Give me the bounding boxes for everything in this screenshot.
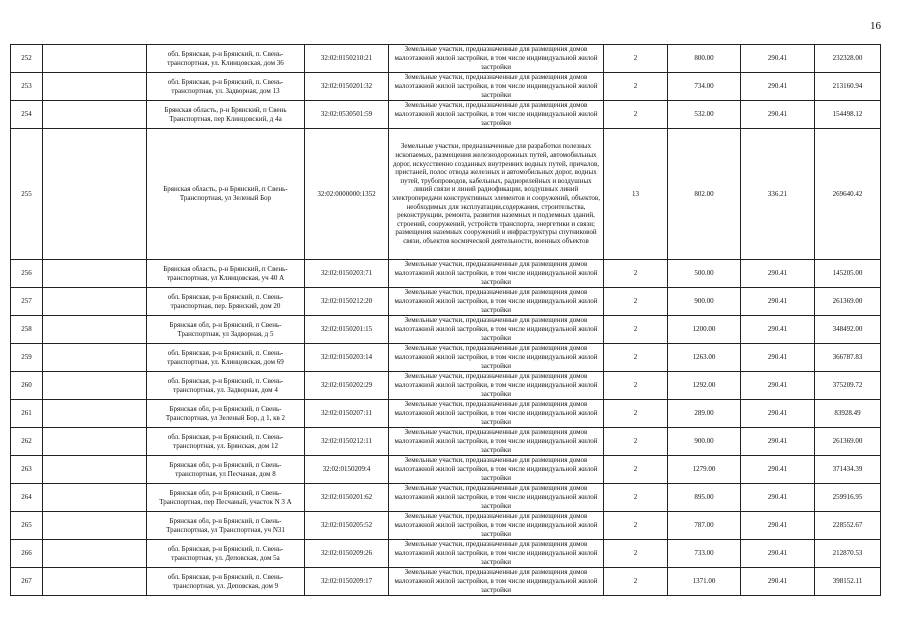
cadastral-value-cell: 261369.00	[815, 288, 881, 316]
use-group-code-cell: 2	[604, 73, 668, 101]
area-cell: 500.00	[668, 260, 741, 288]
area-cell: 733.00	[668, 540, 741, 568]
area-cell: 289.00	[668, 400, 741, 428]
table-row	[11, 428, 881, 456]
table-row	[11, 101, 881, 129]
blank-cell	[43, 568, 147, 596]
cadastral-value-cell: 398152.11	[815, 568, 881, 596]
blank-cell	[43, 456, 147, 484]
table-body	[11, 45, 881, 596]
specific-value-cell: 290.41	[741, 260, 815, 288]
area-cell: 1279.00	[668, 456, 741, 484]
cadastral-value-cell: 371434.39	[815, 456, 881, 484]
cadastral-value-cell: 232328.00	[815, 45, 881, 73]
table-row	[11, 456, 881, 484]
row-number-cell: 255	[11, 129, 43, 260]
use-group-code-cell: 2	[604, 101, 668, 129]
blank-cell	[43, 45, 147, 73]
row-number-cell: 261	[11, 400, 43, 428]
blank-cell	[43, 101, 147, 129]
cadastral-value-cell: 261369.00	[815, 428, 881, 456]
specific-value-cell: 290.41	[741, 316, 815, 344]
land-use-cell: Земельные участки, предназначенные для размещения домов малоэтажной жилой застройки, в том числе индивидуальной жилой застройки	[389, 316, 604, 344]
row-number-cell: 258	[11, 316, 43, 344]
row-number-cell: 254	[11, 101, 43, 129]
area-cell: 1263.00	[668, 344, 741, 372]
blank-cell	[43, 73, 147, 101]
row-number-cell: 265	[11, 512, 43, 540]
cadastral-number-cell: 32:02:0150201:62	[305, 484, 389, 512]
use-group-code-cell: 2	[604, 344, 668, 372]
use-group-code-cell: 2	[604, 428, 668, 456]
row-number-cell: 256	[11, 260, 43, 288]
address-cell: обл. Брянская, р-н Брянский, п. Свень-транспортная, ул. Брянская, дом 12	[147, 428, 305, 456]
use-group-code-cell: 2	[604, 456, 668, 484]
specific-value-cell: 290.41	[741, 484, 815, 512]
land-use-cell: Земельные участки, предназначенные для размещения домов малоэтажной жилой застройки, в том числе индивидуальной жилой застройки	[389, 484, 604, 512]
blank-cell	[43, 344, 147, 372]
specific-value-cell: 290.41	[741, 400, 815, 428]
area-cell: 802.00	[668, 129, 741, 260]
specific-value-cell: 290.41	[741, 45, 815, 73]
cadastral-number-cell: 32:02:0000000:1352	[305, 129, 389, 260]
cadastral-number-cell: 32:02:0150212:11	[305, 428, 389, 456]
land-use-cell: Земельные участки, предназначенные для размещения домов малоэтажной жилой застройки, в том числе индивидуальной жилой застройки	[389, 344, 604, 372]
land-use-cell: Земельные участки, предназначенные для размещения домов малоэтажной жилой застройки, в том числе индивидуальной жилой застройки	[389, 400, 604, 428]
land-use-cell: Земельные участки, предназначенные для размещения домов малоэтажной жилой застройки, в том числе индивидуальной жилой застройки	[389, 45, 604, 73]
cadastral-value-cell: 375209.72	[815, 372, 881, 400]
table-row	[11, 540, 881, 568]
address-cell: Брянская обл, р-н Брянский, п Свень-Транспортная, ул Транспортная, уч N31	[147, 512, 305, 540]
blank-cell	[43, 540, 147, 568]
row-number-cell: 267	[11, 568, 43, 596]
use-group-code-cell: 2	[604, 512, 668, 540]
use-group-code-cell: 13	[604, 129, 668, 260]
blank-cell	[43, 484, 147, 512]
land-use-cell: Земельные участки, предназначенные для размещения домов малоэтажной жилой застройки, в том числе индивидуальной жилой застройки	[389, 288, 604, 316]
cadastral-value-cell: 259916.95	[815, 484, 881, 512]
address-cell: Брянская область, р-н Брянский, п Свень Транспортная, пер Клинцовский, д 4а	[147, 101, 305, 129]
cadastral-number-cell: 32:02:0150205:52	[305, 512, 389, 540]
area-cell: 900.00	[668, 428, 741, 456]
use-group-code-cell: 2	[604, 372, 668, 400]
cadastral-value-cell: 213160.94	[815, 73, 881, 101]
row-number-cell: 262	[11, 428, 43, 456]
blank-cell	[43, 512, 147, 540]
address-cell: обл. Брянская, р-н Брянский, п. Свень-транспортная, ул. Клинцовская, дом 69	[147, 344, 305, 372]
cadastral-value-cell: 212870.53	[815, 540, 881, 568]
blank-cell	[43, 400, 147, 428]
cadastral-value-cell: 228552.67	[815, 512, 881, 540]
cadastral-value-cell: 145205.00	[815, 260, 881, 288]
address-cell: обл. Брянская, р-н Брянский, п. Свень-транспортная, ул. Задворная, дом 4	[147, 372, 305, 400]
use-group-code-cell: 2	[604, 540, 668, 568]
table-row	[11, 372, 881, 400]
land-use-cell: Земельные участки, предназначенные для размещения домов малоэтажной жилой застройки, в том числе индивидуальной жилой застройки	[389, 512, 604, 540]
table-row	[11, 344, 881, 372]
specific-value-cell: 290.41	[741, 428, 815, 456]
specific-value-cell: 290.41	[741, 344, 815, 372]
address-cell: Брянская обл, р-н Брянский, п Свень-Транспортная, ул Задворная, д 5	[147, 316, 305, 344]
address-cell: обл. Брянская, р-н Брянский, п. Свень-транспортная, ул. Клинцовская, дом 36	[147, 45, 305, 73]
cadastral-value-cell: 83928.49	[815, 400, 881, 428]
specific-value-cell: 290.41	[741, 372, 815, 400]
address-cell: обл. Брянская, р-н Брянский, п. Свень-транспортная, ул. Деповская, дом 5а	[147, 540, 305, 568]
area-cell: 532.00	[668, 101, 741, 129]
table-row	[11, 512, 881, 540]
cadastral-value-cell: 154498.12	[815, 101, 881, 129]
use-group-code-cell: 2	[604, 400, 668, 428]
cadastral-number-cell: 32:02:0530501:59	[305, 101, 389, 129]
land-use-cell: Земельные участки, предназначенные для размещения домов малоэтажной жилой застройки, в том числе индивидуальной жилой застройки	[389, 372, 604, 400]
cadastral-number-cell: 32:02:0150203:14	[305, 344, 389, 372]
cadastral-number-cell: 32:02:0150210:21	[305, 45, 389, 73]
address-cell: Брянская область, р-н Брянский, п Свень-транспортная, ул Клинцовская, уч 40 А	[147, 260, 305, 288]
row-number-cell: 252	[11, 45, 43, 73]
row-number-cell: 266	[11, 540, 43, 568]
table-row	[11, 400, 881, 428]
use-group-code-cell: 2	[604, 260, 668, 288]
area-cell: 895.00	[668, 484, 741, 512]
land-use-cell: Земельные участки, предназначенные для размещения домов малоэтажной жилой застройки, в том числе индивидуальной жилой застройки	[389, 260, 604, 288]
cadastral-number-cell: 32:02:0150202:29	[305, 372, 389, 400]
row-number-cell: 253	[11, 73, 43, 101]
cadastral-number-cell: 32:02:0150207:11	[305, 400, 389, 428]
cadastral-value-cell: 366787.83	[815, 344, 881, 372]
area-cell: 800.00	[668, 45, 741, 73]
area-cell: 1292.00	[668, 372, 741, 400]
area-cell: 787.00	[668, 512, 741, 540]
specific-value-cell: 336.21	[741, 129, 815, 260]
address-cell: обл. Брянская, р-н Брянский, п. Свень-транспортная, ул. Задворная, дом 13	[147, 73, 305, 101]
table-row	[11, 484, 881, 512]
area-cell: 734.00	[668, 73, 741, 101]
use-group-code-cell: 2	[604, 568, 668, 596]
cadastral-number-cell: 32:02:0150203:71	[305, 260, 389, 288]
area-cell: 1371.00	[668, 568, 741, 596]
cadastral-value-cell: 348492.00	[815, 316, 881, 344]
table-row	[11, 260, 881, 288]
cadastral-number-cell: 32:02:0150209:26	[305, 540, 389, 568]
blank-cell	[43, 428, 147, 456]
land-use-cell: Земельные участки, предназначенные для размещения домов малоэтажной жилой застройки, в том числе индивидуальной жилой застройки	[389, 456, 604, 484]
cadastral-number-cell: 32:02:0150209:4	[305, 456, 389, 484]
blank-cell	[43, 372, 147, 400]
blank-cell	[43, 129, 147, 260]
table-row	[11, 316, 881, 344]
address-cell: Брянская обл, р-н Брянский, п Свень-транспортная, ул Песчаная, дом 8	[147, 456, 305, 484]
page-number: 16	[870, 20, 881, 32]
area-cell: 900.00	[668, 288, 741, 316]
blank-cell	[43, 316, 147, 344]
address-cell: обл. Брянская, р-н Брянский, п. Свень-транспортная, пер. Брянский, дом 20	[147, 288, 305, 316]
row-number-cell: 263	[11, 456, 43, 484]
use-group-code-cell: 2	[604, 484, 668, 512]
specific-value-cell: 290.41	[741, 456, 815, 484]
cadastral-number-cell: 32:02:0150201:15	[305, 316, 389, 344]
table-row	[11, 73, 881, 101]
land-use-cell: Земельные участки, предназначенные для размещения домов малоэтажной жилой застройки, в том числе индивидуальной жилой застройки	[389, 428, 604, 456]
table-row	[11, 45, 881, 73]
address-cell: обл. Брянская, р-н Брянский, п. Свень-транспортная, ул. Деповская, дом 9	[147, 568, 305, 596]
row-number-cell: 257	[11, 288, 43, 316]
cadastral-number-cell: 32:02:0150201:32	[305, 73, 389, 101]
use-group-code-cell: 2	[604, 316, 668, 344]
row-number-cell: 259	[11, 344, 43, 372]
table-row	[11, 288, 881, 316]
specific-value-cell: 290.41	[741, 568, 815, 596]
use-group-code-cell: 2	[604, 288, 668, 316]
row-number-cell: 260	[11, 372, 43, 400]
land-use-cell: Земельные участки, предназначенные для размещения домов малоэтажной жилой застройки, в том числе индивидуальной жилой застройки	[389, 73, 604, 101]
specific-value-cell: 290.41	[741, 101, 815, 129]
specific-value-cell: 290.41	[741, 540, 815, 568]
address-cell: Брянская обл, р-н Брянский, п Свень-Транспортная, ул Зеленый Бор, д 1, кв 2	[147, 400, 305, 428]
blank-cell	[43, 288, 147, 316]
cadastral-number-cell: 32:02:0150209:17	[305, 568, 389, 596]
land-plots-table	[10, 44, 881, 596]
land-use-cell: Земельные участки, предназначенные для размещения домов малоэтажной жилой застройки, в том числе индивидуальной жилой застройки	[389, 568, 604, 596]
land-use-cell: Земельные участки, предназначенные для размещения домов малоэтажной жилой застройки, в том числе индивидуальной жилой застройки	[389, 101, 604, 129]
blank-cell	[43, 260, 147, 288]
area-cell: 1200.00	[668, 316, 741, 344]
cadastral-number-cell: 32:02:0150212:20	[305, 288, 389, 316]
address-cell: Брянская обл, р-н Брянский, п Свень-Транспортная, пер Песчаный, участок N 3 А	[147, 484, 305, 512]
specific-value-cell: 290.41	[741, 73, 815, 101]
specific-value-cell: 290.41	[741, 512, 815, 540]
table-row	[11, 129, 881, 260]
land-use-cell: Земельные участки, предназначенные для разработки полезных ископаемых, размещения железнодорожных путей, автомобильных дорог, искусственно созданных внутренних водных путей, причалов, пристаней, полос отвода железных и автомобильных дорог, водных путей, трубопроводов, кабельных, радиорелейных и воздушных линий связи и линий радиофикации, воздушных линий электропередачи конструктивных элементов и сооружений, объектов, необходимых для эксплуатации,содержания, строительства, реконструкции, ремонта, развития наземных и подземных зданий, строений, сооружений, устройств транспорта, энергетики и связи; размещения наземных сооружений и инфраструктуры спутниковой связи, объектов космической деятельности, военных объектов	[389, 129, 604, 260]
land-use-cell: Земельные участки, предназначенные для размещения домов малоэтажной жилой застройки, в том числе индивидуальной жилой застройки	[389, 540, 604, 568]
use-group-code-cell: 2	[604, 45, 668, 73]
specific-value-cell: 290.41	[741, 288, 815, 316]
row-number-cell: 264	[11, 484, 43, 512]
cadastral-value-cell: 269640.42	[815, 129, 881, 260]
address-cell: Брянская область, р-н Брянский, п Свень-Транспортная, ул Зеленый Бор	[147, 129, 305, 260]
table-row	[11, 568, 881, 596]
